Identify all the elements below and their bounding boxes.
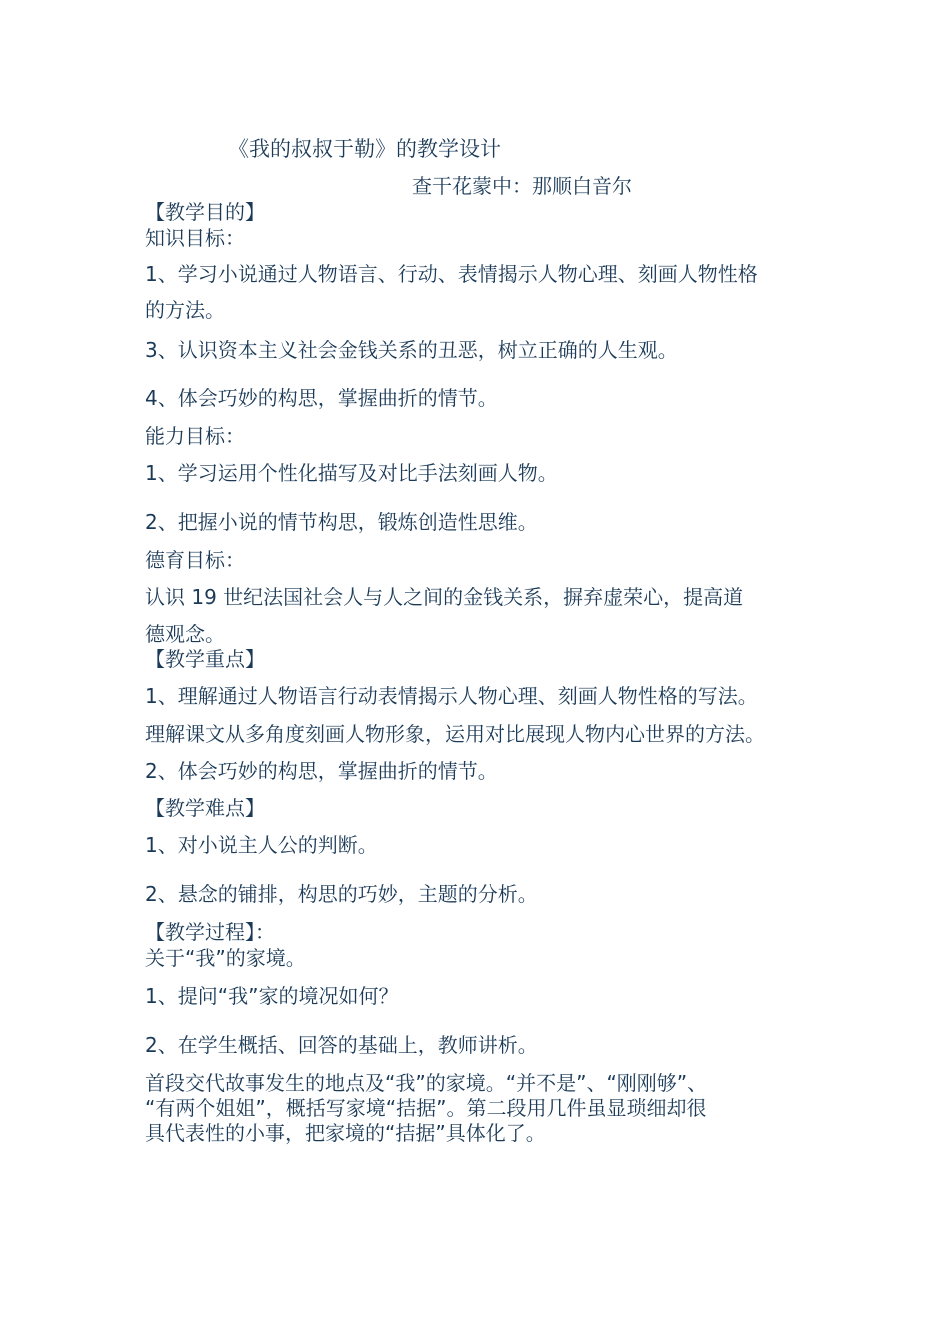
paragraph-line: 2、在学生概括、回答的基础上，教师讲析。 <box>145 1033 538 1057</box>
paragraph-line: 认识 19 世纪法国社会人与人之间的金钱关系，摒弃虚荣心，提高道 <box>145 585 744 609</box>
section-heading-objectives: 【教学目的】 <box>145 200 265 224</box>
paragraph-line: 2、悬念的铺排，构思的巧妙，主题的分析。 <box>145 882 538 906</box>
paragraph-line: 1、对小说主人公的判断。 <box>145 833 378 857</box>
document-title: 《我的叔叔于勒》的教学设计 <box>228 137 501 161</box>
paragraph-line: 德观念。 <box>145 622 225 646</box>
paragraph-line: 4、体会巧妙的构思，掌握曲折的情节。 <box>145 386 498 410</box>
paragraph-line: 具代表性的小事，把家境的“拮据”具体化了。 <box>145 1121 546 1145</box>
subheading-family-situation: 关于“我”的家境。 <box>145 946 306 970</box>
subheading-moral-goals: 德育目标： <box>145 548 245 572</box>
paragraph-line: 的方法。 <box>145 298 225 322</box>
paragraph-line: 1、学习小说通过人物语言、行动、表情揭示人物心理、刻画人物性格 <box>145 262 758 286</box>
paragraph-line: 2、把握小说的情节构思，锻炼创造性思维。 <box>145 510 538 534</box>
subheading-ability-goals: 能力目标： <box>145 424 245 448</box>
section-heading-process: 【教学过程】： <box>145 920 275 944</box>
paragraph-line: “有两个姐姐”，概括写家境“拮据”。第二段用几件虽显琐细却很 <box>145 1096 707 1120</box>
section-heading-key-points: 【教学重点】 <box>145 647 265 671</box>
paragraph-line: 理解课文从多角度刻画人物形象，运用对比展现人物内心世界的方法。 <box>145 722 765 746</box>
paragraph-line: 3、认识资本主义社会金钱关系的丑恶，树立正确的人生观。 <box>145 338 678 362</box>
paragraph-line: 1、提问“我”家的境况如何？ <box>145 984 399 1008</box>
paragraph-line: 首段交代故事发生的地点及“我”的家境。“并不是”、“刚刚够”、 <box>145 1071 708 1095</box>
paragraph-line: 2、体会巧妙的构思，掌握曲折的情节。 <box>145 759 498 783</box>
section-heading-difficulties: 【教学难点】 <box>145 796 265 820</box>
document-author: 查干花蒙中：那顺白音尔 <box>412 174 632 198</box>
subheading-knowledge-goals: 知识目标： <box>145 226 245 250</box>
paragraph-line: 1、理解通过人物语言行动表情揭示人物心理、刻画人物性格的写法。 <box>145 684 758 708</box>
paragraph-line: 1、学习运用个性化描写及对比手法刻画人物。 <box>145 461 558 485</box>
